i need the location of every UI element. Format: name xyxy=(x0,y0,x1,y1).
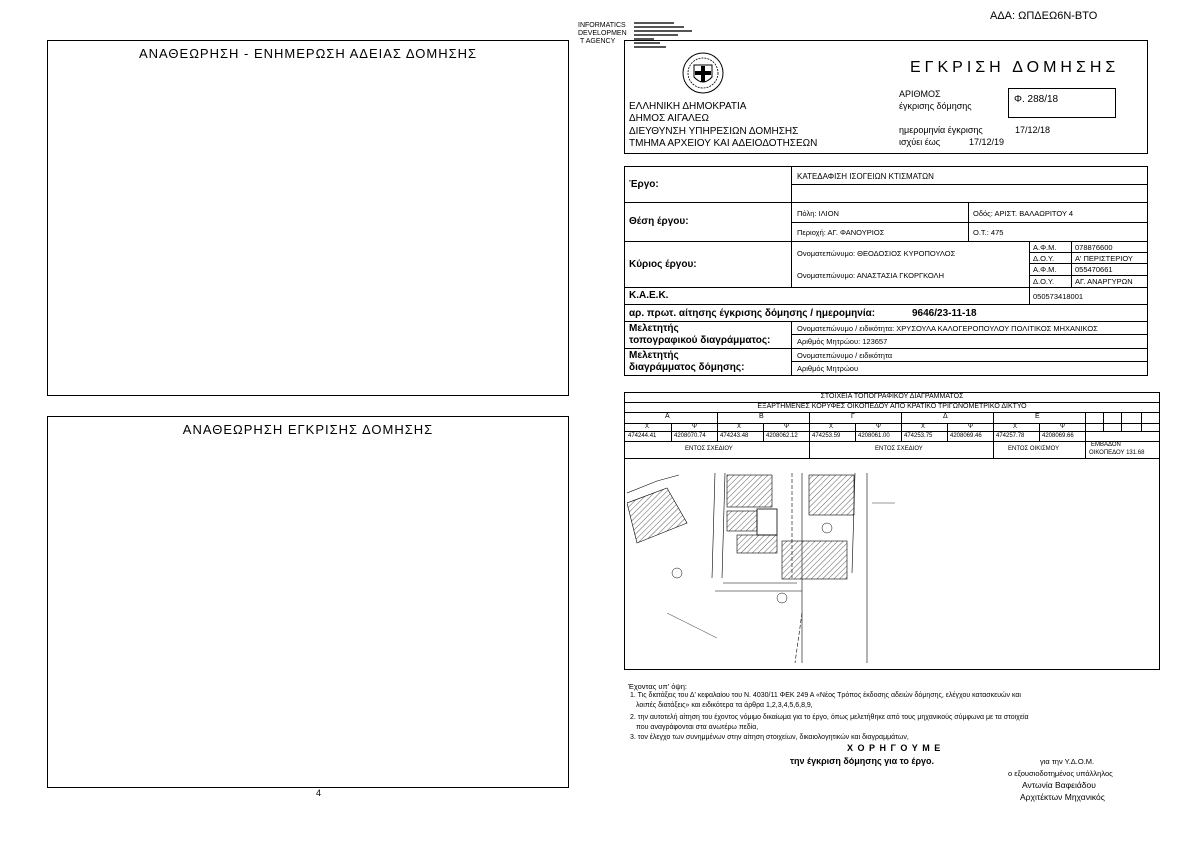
signature-name: Αντωνία Βαφειάδου xyxy=(1022,780,1096,790)
approval-date: 17/12/18 xyxy=(1015,125,1051,135)
authority-line-4: ΤΜΗΜΑ ΑΡΧΕΙΟΥ ΚΑΙ ΑΔΕΙΟΔΟΤΗΣΕΩΝ xyxy=(629,138,818,149)
project-value: ΚΑΤΕΔΑΦΙΣΗ ΙΣΟΓΕΙΩΝ ΚΤΙΣΜΑΤΩΝ xyxy=(797,172,934,181)
signature-line-2: ο εξουσιοδοτημένος υπάλληλος xyxy=(1008,769,1113,778)
owner-2-doy-label: Δ.Ο.Υ. xyxy=(1033,277,1055,286)
consideration-2b: που αναγράφονται στα ανωτέρω πεδία, xyxy=(636,724,759,731)
approval-title: ΕΓΚΡΙΣΗ ΔΟΜΗΣΗΣ xyxy=(910,59,1120,76)
approval-number-box xyxy=(1008,88,1116,118)
approval-header xyxy=(624,40,1148,154)
topo-designer-label-2: τοπογραφικού διαγράμματος: xyxy=(629,335,771,346)
vertex-e-x: 474257.78 xyxy=(996,433,1025,439)
kaek-value: 050573418001 xyxy=(1033,292,1084,301)
topo-title: ΣΤΟΙΧΕΙΑ ΤΟΠΟΓΡΑΦΙΚΟΥ ΔΙΑΓΡΑΜΜΑΤΟΣ xyxy=(820,393,964,400)
building-designer-reg: Αριθμός Μητρώου xyxy=(797,364,859,373)
grant-subtext: την έγκριση δόμησης για το έργο. xyxy=(790,756,935,766)
location-city: Πόλη: ΙΛΙΟΝ xyxy=(797,209,839,218)
vertex-b-x-label: Χ xyxy=(737,424,742,430)
owner-2-name: Ονοματεπώνυμο: ΑΝΑΣΤΑΣΙΑ ΓΚΟΡΓΚΟΛΗ xyxy=(797,271,944,280)
plot-area-value: ΟΙΚΟΠΕΔΟΥ 131.68 xyxy=(1089,450,1145,456)
authority-line-1: ΕΛΛΗΝΙΚΗ ΔΗΜΟΚΡΑΤΙΑ xyxy=(629,101,747,112)
vertex-e-name: Ε xyxy=(1035,413,1040,420)
vertex-c-name: Γ xyxy=(851,413,855,420)
owner-2-afm-label: Α.Φ.Μ. xyxy=(1033,265,1057,274)
location-label: Θέση έργου: xyxy=(629,216,689,227)
vertex-a-y-label: Ψ xyxy=(692,424,698,430)
authority-line-2: ΔΗΜΟΣ ΑΙΓΑΛΕΩ xyxy=(629,113,709,124)
owner-1-afm: 078876600 xyxy=(1075,243,1113,252)
greek-coat-of-arms-icon xyxy=(681,51,725,95)
vertex-a-y: 4208070.74 xyxy=(674,433,706,439)
owner-2-afm: 055470661 xyxy=(1075,265,1113,274)
revision-update-title: ΑΝΑΘΕΩΡΗΣΗ - ΕΝΗΜΕΡΩΣΗ ΑΔΕΙΑΣ ΔΟΜΗΣΗΣ xyxy=(138,46,478,61)
approval-date-label: ημερομηνία έγκρισης xyxy=(899,125,983,135)
protocol-value: 9646/23-11-18 xyxy=(912,308,977,319)
owner-1-doy-label: Δ.Ο.Υ. xyxy=(1033,254,1055,263)
vertex-d-x-label: Χ xyxy=(921,424,926,430)
vertex-b-x: 474243.48 xyxy=(720,433,749,439)
plot-area-label: ΕΜΒΑΔΟΝ xyxy=(1091,442,1121,448)
agency-logo-line2: DEVELOPMEN xyxy=(578,30,627,37)
project-details-table xyxy=(624,166,1148,376)
vertex-c-x-label: Χ xyxy=(829,424,834,430)
location-area: Περιοχή: ΑΓ. ΦΑΝΟΥΡΙΟΣ xyxy=(797,228,885,237)
location-street: Οδός: ΑΡΙΣΤ. ΒΑΛΑΩΡΙΤΟΥ 4 xyxy=(973,209,1074,218)
location-block: Ο.Τ.: 475 xyxy=(973,228,1004,237)
vertex-b-name: Β xyxy=(759,413,764,420)
vertex-e-x-label: Χ xyxy=(1013,424,1018,430)
valid-until-date: 17/12/19 xyxy=(969,137,1005,147)
vertex-c-x: 474253.59 xyxy=(812,433,841,439)
page-number: 4 xyxy=(316,788,322,798)
owner-1-afm-label: Α.Φ.Μ. xyxy=(1033,243,1057,252)
topo-designer-reg: Αριθμός Μητρώου: 123657 xyxy=(797,337,888,346)
grant-heading: Χ Ο Ρ Η Γ Ο Υ Μ Ε xyxy=(847,743,942,753)
zone-status-2: ΕΝΤΟΣ ΣΧΕΔΙΟΥ xyxy=(875,446,923,452)
revision-update-panel xyxy=(47,40,569,396)
topo-designer-label-1: Μελετητής xyxy=(629,323,679,334)
agency-logo-line3: T AGENCY xyxy=(580,38,616,45)
consideration-3: 3. τον έλεγχο των συνημμένων στην αίτηση στοιχείων, δικαιολογητικών και διαγραμμάτων, xyxy=(630,734,909,741)
vertex-e-y: 4208069.66 xyxy=(1042,433,1074,439)
consideration-1b: λοιπές διατάξεις» και ειδικότερα τα άρθρα 1,2,3,4,5,6,8,9, xyxy=(636,702,813,709)
vertex-c-y: 4208061.00 xyxy=(858,433,890,439)
vertex-e-y-label: Ψ xyxy=(1060,424,1066,430)
vertex-b-y: 4208062.12 xyxy=(766,433,798,439)
building-designer-name: Ονοματεπώνυμο / ειδικότητα xyxy=(797,351,893,360)
site-plan-drawing xyxy=(627,463,1157,668)
zone-status-1: ΕΝΤΟΣ ΣΧΕΔΙΟΥ xyxy=(685,446,733,452)
building-designer-label-1: Μελετητής xyxy=(629,350,679,361)
owner-label: Κύριος έργου: xyxy=(629,259,697,270)
topo-subtitle: ΕΞΑΡΤΗΜΕΝΕΣ ΚΟΡΥΦΕΣ ΟΙΚΟΠΕΔΟΥ ΑΠΟ ΚΡΑΤΙΚΟ ΤΡΙΓΩΝΟΜΕΤΡΙΚΟ ΔΙΚΤΥΟ xyxy=(757,403,1027,410)
valid-until-label: ισχύει έως xyxy=(899,137,941,147)
ada-code: ΑΔΑ: ΩΠΔΕΩ6Ν-ΒΤΟ xyxy=(990,10,1098,22)
signature-line-1: για την Υ.Δ.Ο.Μ. xyxy=(1040,757,1095,766)
vertex-b-y-label: Ψ xyxy=(784,424,790,430)
number-label-sub: έγκρισης δόμησης xyxy=(899,101,972,111)
vertex-a-x-label: Χ xyxy=(645,424,650,430)
topographic-data-box xyxy=(624,392,1160,670)
building-designer-label-2: διαγράμματος δόμησης: xyxy=(629,362,745,373)
agency-logo-line1: INFORMATICS xyxy=(578,22,626,29)
project-label: Έργο: xyxy=(629,179,659,190)
authority-line-3: ΔΙΕΥΘΥΝΣΗ ΥΠΗΡΕΣΙΩΝ ΔΟΜΗΣΗΣ xyxy=(629,126,799,137)
considering-intro: Έχοντας υπ' όψη: xyxy=(628,682,687,691)
kaek-label: Κ.Α.Ε.Κ. xyxy=(629,290,669,301)
number-label: ΑΡΙΘΜΟΣ xyxy=(899,89,941,99)
signature-title: Αρχιτέκτων Μηχανικός xyxy=(1020,792,1105,802)
vertex-d-x: 474253.75 xyxy=(904,433,933,439)
protocol-label: αρ. πρωτ. αίτησης έγκρισης δόμησης / ημερομηνία: xyxy=(629,308,876,319)
topo-designer-name: Ονοματεπώνυμο / ειδικότητα: ΧΡΥΣΟΥΛΑ ΚΑΛΟΓΕΡΟΠΟΥΛΟΥ ΠΟΛΙΤΙΚΟΣ ΜΗΧΑΝΙΚΟΣ xyxy=(797,324,1098,333)
revision-approval-title: ΑΝΑΘΕΩΡΗΣΗ ΕΓΚΡΙΣΗΣ ΔΟΜΗΣΗΣ xyxy=(182,422,434,437)
zone-status-3: ΕΝΤΟΣ ΟΙΚΙΣΜΟΥ xyxy=(1008,446,1060,452)
vertex-d-y-label: Ψ xyxy=(968,424,974,430)
vertex-a-x: 474244.41 xyxy=(628,433,657,439)
vertex-d-name: Δ xyxy=(943,413,948,420)
owner-1-name: Ονοματεπώνυμο: ΘΕΟΔΟΣΙΟΣ ΚΥΡΟΠΟΥΛΟΣ xyxy=(797,249,956,258)
consideration-1: 1. Τις διατάξεις του Δ' κεφαλαίου του Ν. 4030/11 ΦΕΚ 249 Α «Νέος Τρόπος έκδοσης αδειών δόμησης, ελέγχου κατασκευών και xyxy=(630,692,1021,699)
revision-approval-panel xyxy=(47,416,569,788)
owner-2-doy: ΑΓ. ΑΝΑΡΓΥΡΩΝ xyxy=(1075,277,1133,286)
consideration-2: 2. την αυτοτελή αίτηση του έχοντος νόμιμο δικαίωμα για το έργο, όπως μελετήθηκε από τους μηχανικούς σύμφωνα με τα στοιχεία xyxy=(630,714,1029,721)
approval-number: Φ. 288/18 xyxy=(1014,94,1059,105)
vertex-a-name: Α xyxy=(665,413,670,420)
owner-1-doy: Α' ΠΕΡΙΣΤΕΡΙΟΥ xyxy=(1075,254,1133,263)
vertex-d-y: 4208069.46 xyxy=(950,433,982,439)
vertex-c-y-label: Ψ xyxy=(876,424,882,430)
